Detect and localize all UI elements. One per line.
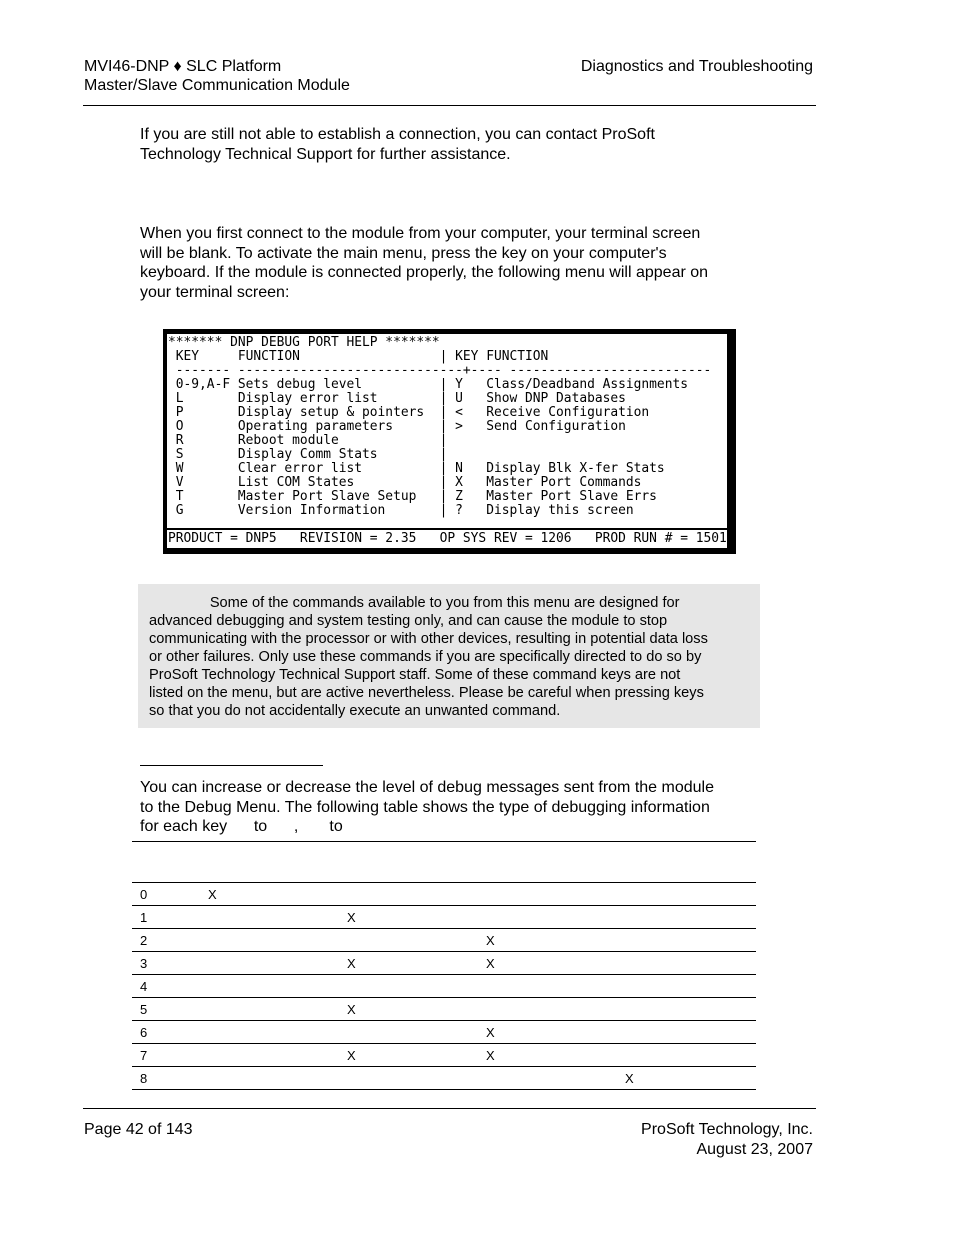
table-cell-key: 1 xyxy=(140,910,148,925)
table-row xyxy=(132,929,756,952)
header-module: Master/Slave Communication Module xyxy=(84,77,350,94)
table-cell-c3: X xyxy=(486,956,495,971)
table-cell-key: 4 xyxy=(140,979,148,994)
table-cell-c2: X xyxy=(347,1002,356,1017)
table-row xyxy=(132,975,756,998)
table-row xyxy=(132,883,756,906)
table-cell-key: 5 xyxy=(140,1002,148,1017)
terminal-help-text: ******* DNP DEBUG PORT HELP ******* KEY FUNCTION | KEY FUNCTION ------- -----------------------------+---- -------------------------- 0-9,A-F Sets debug level | Y Class/Deadband Assignments L Display error list | U Show DNP Databases P Display setup & pointers | < Receive Configuration O Operating parameters | > Send Configuration R Reboot module | S Display Comm Stats | W Clear error list | N Display Blk X-fer Stats V List COM States | X Master Port Commands T Master Port Slave Setup | Z Master Port Slave Errs G Version Information | ? Display this screen xyxy=(168,335,712,518)
header-rule xyxy=(83,105,816,106)
caution-note-text: Some of the commands available to you from this menu are designed for advanced debugging and system testing only, and can cause the module to stop communicating with the processor or with other devices, resulting in potential data loss or other failures. Only use these commands if you are specifically directed to do so by ProSoft Technology Technical Support staff. Some of these command keys are not listed on the menu, but are active nevertheless. Please be careful when pressing keys so that you do not accidentally execute an unwanted command. xyxy=(149,595,708,719)
table-cell-c1: X xyxy=(208,887,217,902)
table-cell-c3: X xyxy=(486,1048,495,1063)
table-cell-key: 2 xyxy=(140,933,148,948)
table-cell-c2: X xyxy=(347,1048,356,1063)
intro-paragraph: If you are still not able to establish a connection, you can contact ProSoft Technology Technical Support for further assistance. xyxy=(140,126,655,163)
main-menu-paragraph: When you first connect to the module from your computer, your terminal screen will be blank. To activate the main menu, press the key on your computer's keyboard. If the module is connected properly, the following menu will appear on your terminal screen: xyxy=(140,225,709,301)
footer-company: ProSoft Technology, Inc. xyxy=(641,1121,813,1138)
table-row xyxy=(132,906,756,929)
table-row xyxy=(132,1067,756,1090)
table-cell-key: 3 xyxy=(140,956,148,971)
header-product: MVI46-DNP ♦ SLC Platform xyxy=(84,58,282,75)
table-cell-key: 0 xyxy=(140,887,148,902)
footer-rule xyxy=(83,1108,816,1109)
terminal-status-line: PRODUCT = DNP5 REVISION = 2.35 OP SYS REV = 1206 PROD RUN # = 1501 xyxy=(167,528,727,548)
terminal-screen xyxy=(167,334,727,548)
table-cell-key: 7 xyxy=(140,1048,148,1063)
table-row xyxy=(132,952,756,975)
table-cell-c4: X xyxy=(625,1071,634,1086)
page-number: Page 42 of 143 xyxy=(84,1121,193,1138)
header-left xyxy=(84,57,350,95)
footer-date: August 23, 2007 xyxy=(696,1140,813,1158)
table-cell-c2: X xyxy=(347,910,356,925)
table-cell-c2: X xyxy=(347,956,356,971)
table-row xyxy=(132,1044,756,1067)
table-cell-key: 6 xyxy=(140,1025,148,1040)
section-heading-rule xyxy=(140,765,323,766)
table-top-rule xyxy=(132,841,756,842)
footer-right xyxy=(641,1120,813,1159)
table-row xyxy=(132,1021,756,1044)
terminal-screenshot xyxy=(163,329,736,554)
table-cell-c3: X xyxy=(486,933,495,948)
table-row xyxy=(132,998,756,1021)
table-cell-key: 8 xyxy=(140,1071,148,1086)
caution-note xyxy=(138,584,760,728)
header-section: Diagnostics and Troubleshooting xyxy=(580,58,813,75)
debug-level-paragraph: You can increase or decrease the level of debug messages sent from the module to the Debug Menu. The following table shows the type of debugging information for each key to , to xyxy=(140,779,714,835)
table-cell-c3: X xyxy=(486,1025,495,1040)
